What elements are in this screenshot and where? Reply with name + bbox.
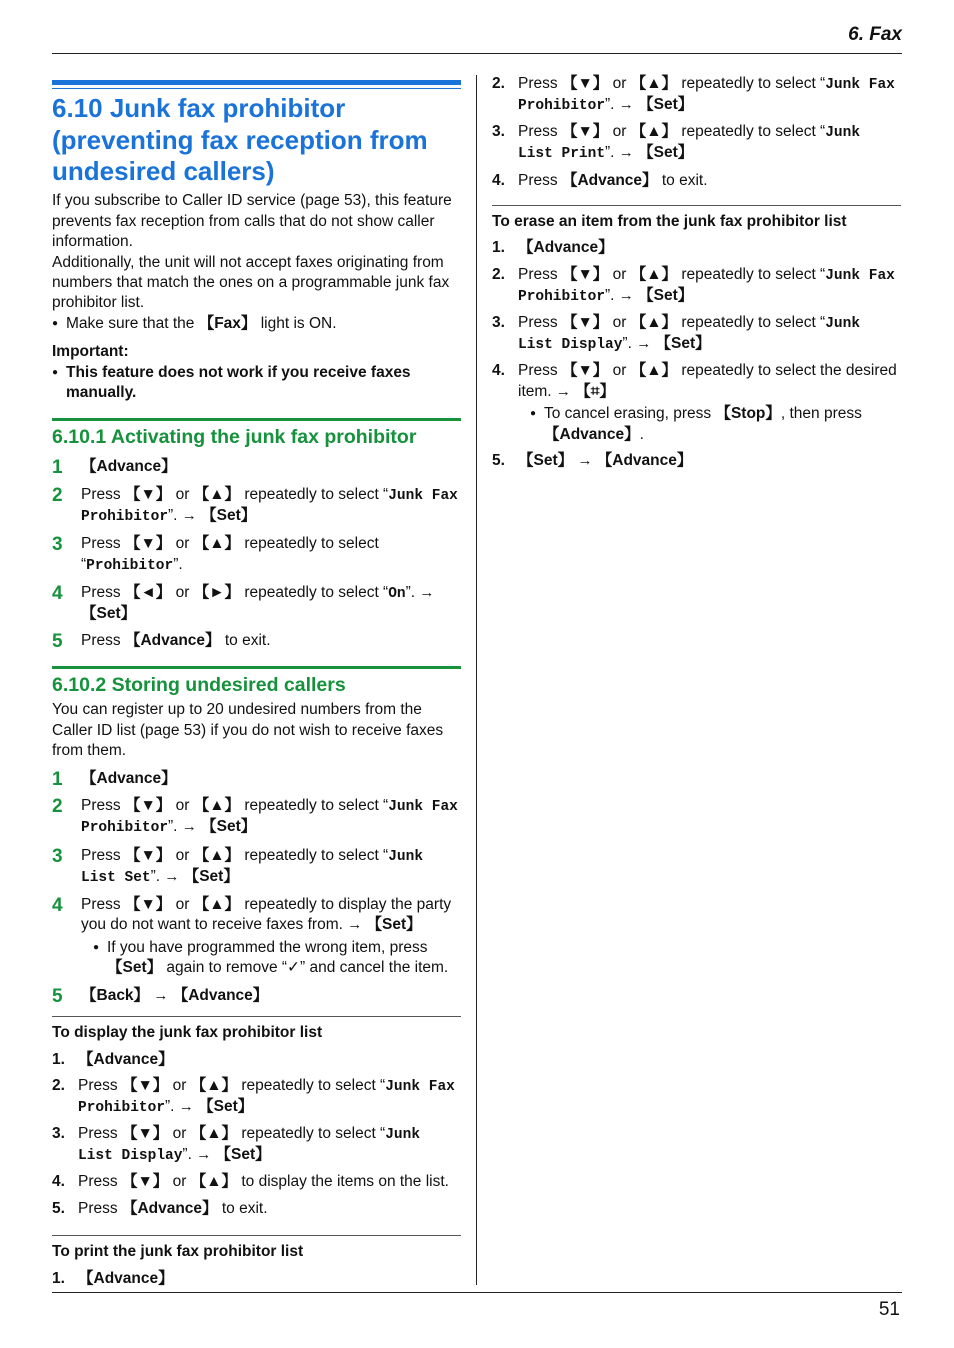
step-text: to exit. bbox=[220, 632, 271, 650]
storing-intro: You can register up to 20 undesired numbers from the Caller ID list (page 53) if you do not wish to receive faxes from them. bbox=[52, 701, 444, 760]
list-item bbox=[492, 451, 901, 471]
step-number: 5 bbox=[52, 631, 63, 653]
intro-paragraph-1: If you subscribe to Caller ID service (page 53), this feature prevents fax reception from calls that do not show caller information. bbox=[52, 192, 452, 251]
important-label: Important: bbox=[52, 343, 129, 361]
display-text: On bbox=[388, 585, 406, 602]
left-column bbox=[52, 80, 461, 1295]
display-list-steps bbox=[52, 1050, 461, 1220]
advance-key: 【Advance】 bbox=[121, 1199, 218, 1217]
top-rule bbox=[52, 53, 902, 54]
item-text: repeatedly to select “ bbox=[677, 265, 826, 283]
set-key: 【Set】 bbox=[655, 335, 711, 353]
up-key: 【▲】 bbox=[193, 485, 241, 503]
step-text: or bbox=[171, 485, 194, 503]
item-text: to exit. bbox=[657, 171, 708, 189]
item-text: ”. bbox=[165, 1098, 179, 1116]
item-text: ”. bbox=[182, 1146, 197, 1164]
advance-key: 【Advance】 bbox=[81, 458, 177, 476]
step-item bbox=[52, 769, 461, 789]
item-text: repeatedly to select “ bbox=[677, 123, 826, 141]
list-item bbox=[52, 1076, 461, 1118]
item-text: or bbox=[608, 362, 631, 380]
advance-key: 【Advance】 bbox=[78, 1050, 174, 1068]
up-key: 【▲】 bbox=[193, 895, 241, 913]
step-text: ”. bbox=[173, 555, 183, 573]
advance-key: 【Advance】 bbox=[518, 239, 614, 257]
arrow-icon: → bbox=[419, 583, 435, 601]
display-text: Junk Fax Prohibitor bbox=[78, 1078, 455, 1117]
set-key: 【Set】 bbox=[107, 959, 163, 977]
arrow-icon: → bbox=[181, 818, 197, 836]
arrow-icon: → bbox=[178, 1098, 194, 1116]
list-item bbox=[492, 122, 901, 164]
step-item bbox=[52, 796, 461, 838]
set-key: 【Set】 bbox=[366, 916, 422, 934]
set-key: 【Set】 bbox=[201, 818, 257, 836]
note-text: , then press bbox=[780, 405, 862, 423]
item-number: 1. bbox=[492, 239, 505, 257]
item-text: repeatedly to select “ bbox=[677, 314, 826, 332]
step-text: ”. bbox=[405, 583, 420, 601]
item-number: 2. bbox=[492, 75, 505, 92]
arrow-icon: → bbox=[577, 452, 593, 470]
item-text: or bbox=[168, 1173, 191, 1191]
set-key: 【Set】 bbox=[518, 452, 574, 470]
item-text: Press bbox=[518, 314, 562, 332]
item-number: 4. bbox=[492, 171, 505, 189]
print-list-steps-cont bbox=[492, 74, 901, 191]
down-key: 【▼】 bbox=[124, 895, 172, 913]
step-text: repeatedly to select “ bbox=[240, 583, 389, 601]
item-text: or bbox=[608, 75, 631, 92]
step-text: Press bbox=[81, 846, 125, 864]
item-text: ”. bbox=[605, 144, 619, 162]
item-number: 5. bbox=[52, 1199, 65, 1217]
step-number: 4 bbox=[52, 894, 63, 916]
display-text: Junk List Display bbox=[78, 1127, 421, 1165]
step-number: 2 bbox=[52, 796, 63, 818]
arrow-icon: → bbox=[618, 286, 634, 304]
step-item bbox=[52, 846, 461, 888]
down-key: 【▼】 bbox=[124, 846, 172, 864]
item-text: Press bbox=[78, 1125, 122, 1143]
item-text: or bbox=[608, 314, 631, 332]
step-text: repeatedly to select “ bbox=[240, 846, 389, 864]
fax-key: 【Fax】 bbox=[198, 314, 257, 332]
right-key: 【►】 bbox=[193, 583, 241, 601]
print-list-steps-start bbox=[52, 1269, 461, 1289]
up-key: 【▲】 bbox=[190, 1125, 238, 1143]
title-line-3: undesired callers) bbox=[52, 156, 275, 187]
step-number: 4 bbox=[52, 582, 63, 604]
down-key: 【▼】 bbox=[121, 1076, 169, 1094]
item-text: ”. bbox=[605, 286, 619, 304]
item-text: ”. bbox=[622, 335, 637, 353]
important-bullet: ● This feature does not work if you receive faxes manually. bbox=[52, 363, 461, 404]
item-text: Press bbox=[518, 171, 562, 189]
section-activating bbox=[52, 418, 461, 652]
bullet-text-pre: Make sure that the bbox=[66, 314, 199, 332]
down-key: 【▼】 bbox=[124, 535, 172, 553]
chapter-header: 6. Fax bbox=[848, 24, 902, 45]
step-number: 3 bbox=[52, 845, 63, 867]
step-text: Press bbox=[81, 535, 125, 553]
arrow-icon: → bbox=[196, 1146, 212, 1164]
up-key: 【▲】 bbox=[193, 797, 241, 815]
item-text: Press bbox=[78, 1173, 122, 1191]
advance-key: 【Advance】 bbox=[124, 632, 221, 650]
display-text: Junk Fax Prohibitor bbox=[81, 487, 458, 525]
item-number: 3. bbox=[492, 314, 505, 332]
intro-paragraph-2: Additionally, the unit will not accept faxes originating from numbers that match the ones on a programmable junk fax prohibitor list. bbox=[52, 253, 450, 312]
item-number: 4. bbox=[52, 1173, 65, 1191]
item-number: 1. bbox=[52, 1050, 65, 1068]
step-text: repeatedly to display the party you do not want to receive faxes from. bbox=[81, 895, 452, 934]
title-line-1: 6.10 Junk fax prohibitor bbox=[52, 93, 346, 123]
item-text: or bbox=[168, 1076, 191, 1094]
step-number: 3 bbox=[52, 534, 63, 556]
step-number: 1 bbox=[52, 768, 63, 790]
step-text: ”. bbox=[168, 818, 182, 836]
item-number: 1. bbox=[52, 1269, 65, 1287]
list-item bbox=[492, 171, 901, 191]
arrow-icon: → bbox=[636, 335, 652, 353]
step-text: repeatedly to select “ bbox=[81, 535, 379, 573]
stop-key: 【Stop】 bbox=[715, 405, 781, 423]
down-key: 【▼】 bbox=[561, 314, 609, 332]
up-key: 【▲】 bbox=[190, 1173, 238, 1191]
down-key: 【▼】 bbox=[124, 485, 172, 503]
note-text: If you have programmed the wrong item, press bbox=[107, 938, 428, 956]
arrow-icon: → bbox=[181, 507, 197, 524]
up-key: 【▲】 bbox=[630, 314, 678, 332]
list-item bbox=[52, 1199, 461, 1219]
step-text: Press bbox=[81, 797, 125, 815]
arrow-icon: → bbox=[153, 986, 169, 1004]
step-item bbox=[52, 457, 461, 477]
step-item bbox=[52, 583, 461, 625]
item-number: 4. bbox=[492, 362, 505, 380]
list-item bbox=[52, 1124, 461, 1166]
back-key: 【Back】 bbox=[81, 986, 150, 1004]
item-text: or bbox=[608, 265, 631, 283]
page-number: 51 bbox=[878, 1299, 900, 1320]
list-item bbox=[492, 313, 901, 355]
item-text: repeatedly to select “ bbox=[677, 75, 826, 92]
down-key: 【▼】 bbox=[121, 1173, 169, 1191]
up-key: 【▲】 bbox=[630, 75, 678, 92]
item-number: 3. bbox=[492, 123, 505, 141]
up-key: 【▲】 bbox=[630, 265, 678, 283]
print-list-heading: To print the junk fax prohibitor list bbox=[52, 1235, 461, 1262]
column-divider bbox=[476, 75, 477, 1285]
step-text: or bbox=[171, 583, 194, 601]
display-text: Prohibitor bbox=[86, 557, 174, 574]
item-text: Press bbox=[518, 123, 562, 141]
set-key: 【Set】 bbox=[638, 144, 694, 162]
list-item bbox=[492, 265, 901, 307]
list-item bbox=[52, 1172, 461, 1192]
down-key: 【▼】 bbox=[561, 265, 609, 283]
item-text: or bbox=[608, 123, 631, 141]
step-item bbox=[52, 485, 461, 527]
wrong-item-note bbox=[93, 938, 461, 979]
set-key: 【Set】 bbox=[215, 1146, 271, 1164]
display-text: Junk Fax Prohibitor bbox=[81, 799, 458, 837]
list-item bbox=[492, 361, 901, 445]
section-title-storing: 6.10.2 Storing undesired callers bbox=[52, 673, 346, 696]
up-key: 【▲】 bbox=[193, 535, 241, 553]
advance-key: 【Advance】 bbox=[78, 1269, 174, 1287]
up-key: 【▲】 bbox=[193, 846, 241, 864]
set-key: 【Set】 bbox=[638, 96, 694, 114]
step-item bbox=[52, 534, 461, 576]
step-text: Press bbox=[81, 485, 125, 503]
set-key: 【Set】 bbox=[81, 604, 137, 622]
note-text: . bbox=[639, 425, 644, 443]
title-bar bbox=[52, 80, 461, 89]
step-number: 1 bbox=[52, 457, 63, 479]
set-key: 【Set】 bbox=[198, 1098, 254, 1116]
advance-key: 【Advance】 bbox=[561, 171, 658, 189]
list-item bbox=[52, 1050, 461, 1070]
item-number: 2. bbox=[52, 1076, 65, 1094]
step-item bbox=[52, 631, 461, 651]
item-text: repeatedly to select the desired item. bbox=[518, 362, 897, 400]
note-text: To cancel erasing, press bbox=[544, 405, 716, 423]
item-text: to exit. bbox=[217, 1199, 268, 1217]
item-text: Press bbox=[78, 1199, 122, 1217]
display-text: Junk List Set bbox=[81, 848, 424, 886]
erase-list-heading: To erase an item from the junk fax prohibitor list bbox=[492, 205, 901, 232]
cancel-erasing-note bbox=[530, 404, 901, 445]
arrow-icon: → bbox=[555, 382, 571, 400]
display-text: Junk List Display bbox=[518, 316, 861, 354]
step-text: repeatedly to select “ bbox=[240, 485, 389, 503]
item-text: Press bbox=[518, 362, 562, 380]
step-text: or bbox=[171, 535, 194, 553]
item-text: Press bbox=[78, 1076, 122, 1094]
step-text: repeatedly to select “ bbox=[240, 797, 389, 815]
arrow-icon: → bbox=[618, 96, 634, 114]
list-item bbox=[52, 1269, 461, 1289]
down-key: 【▼】 bbox=[561, 362, 609, 380]
item-number: 3. bbox=[52, 1125, 65, 1143]
up-key: 【▲】 bbox=[190, 1076, 238, 1094]
step-text: ”. bbox=[168, 507, 182, 524]
bullet-text-post: light is ON. bbox=[256, 314, 337, 332]
fax-light-bullet bbox=[52, 314, 461, 334]
display-text: Junk Fax Prohibitor bbox=[518, 77, 895, 115]
list-item bbox=[492, 74, 901, 116]
display-text: Junk Fax Prohibitor bbox=[518, 267, 895, 305]
item-text: repeatedly to select “ bbox=[237, 1125, 386, 1143]
display-text: Junk List Print bbox=[518, 125, 861, 163]
page-title bbox=[52, 93, 461, 188]
step-text: or bbox=[171, 846, 194, 864]
item-text: ”. bbox=[605, 96, 619, 114]
step-text: Press bbox=[81, 895, 125, 913]
set-key: 【Set】 bbox=[638, 286, 694, 304]
down-key: 【▼】 bbox=[561, 75, 609, 92]
step-text: or bbox=[171, 797, 194, 815]
step-item bbox=[52, 986, 461, 1006]
right-column bbox=[492, 74, 901, 478]
advance-key: 【Advance】 bbox=[596, 452, 693, 470]
step-number: 2 bbox=[52, 484, 63, 506]
set-key: 【Set】 bbox=[201, 507, 257, 524]
down-key: 【▼】 bbox=[124, 797, 172, 815]
arrow-icon: → bbox=[618, 144, 634, 162]
item-text: repeatedly to select “ bbox=[237, 1076, 386, 1094]
step-text: ”. bbox=[150, 867, 165, 885]
bottom-rule bbox=[52, 1292, 902, 1293]
list-item bbox=[492, 238, 901, 258]
erase-list-steps bbox=[492, 238, 901, 471]
item-text: to display the items on the list. bbox=[237, 1173, 449, 1191]
advance-key: 【Advance】 bbox=[544, 425, 640, 443]
step-item bbox=[52, 895, 461, 979]
left-key: 【◄】 bbox=[124, 583, 172, 601]
arrow-icon: → bbox=[347, 916, 363, 934]
down-key: 【▼】 bbox=[561, 123, 609, 141]
item-number: 5. bbox=[492, 452, 505, 470]
up-key: 【▲】 bbox=[630, 123, 678, 141]
step-number: 5 bbox=[52, 985, 63, 1007]
hash-key: 【⌗】 bbox=[575, 382, 615, 400]
item-text: Press bbox=[518, 75, 562, 92]
section-storing bbox=[52, 666, 461, 1006]
title-line-2: (preventing fax reception from bbox=[52, 124, 428, 155]
note-text: again to remove “✓” and cancel the item. bbox=[162, 959, 449, 977]
step-text: or bbox=[171, 895, 194, 913]
arrow-icon: → bbox=[164, 867, 180, 885]
step-text: Press bbox=[81, 583, 125, 601]
set-key: 【Set】 bbox=[183, 867, 239, 885]
up-key: 【▲】 bbox=[630, 362, 678, 380]
item-text: or bbox=[168, 1125, 191, 1143]
display-list-heading: To display the junk fax prohibitor list bbox=[52, 1016, 461, 1043]
advance-key: 【Advance】 bbox=[81, 769, 177, 787]
item-number: 2. bbox=[492, 265, 505, 283]
step-text: Press bbox=[81, 632, 125, 650]
item-text: Press bbox=[518, 265, 562, 283]
down-key: 【▼】 bbox=[121, 1125, 169, 1143]
advance-key: 【Advance】 bbox=[172, 986, 269, 1004]
section-title-activating: 6.10.1 Activating the junk fax prohibitor bbox=[52, 425, 417, 448]
